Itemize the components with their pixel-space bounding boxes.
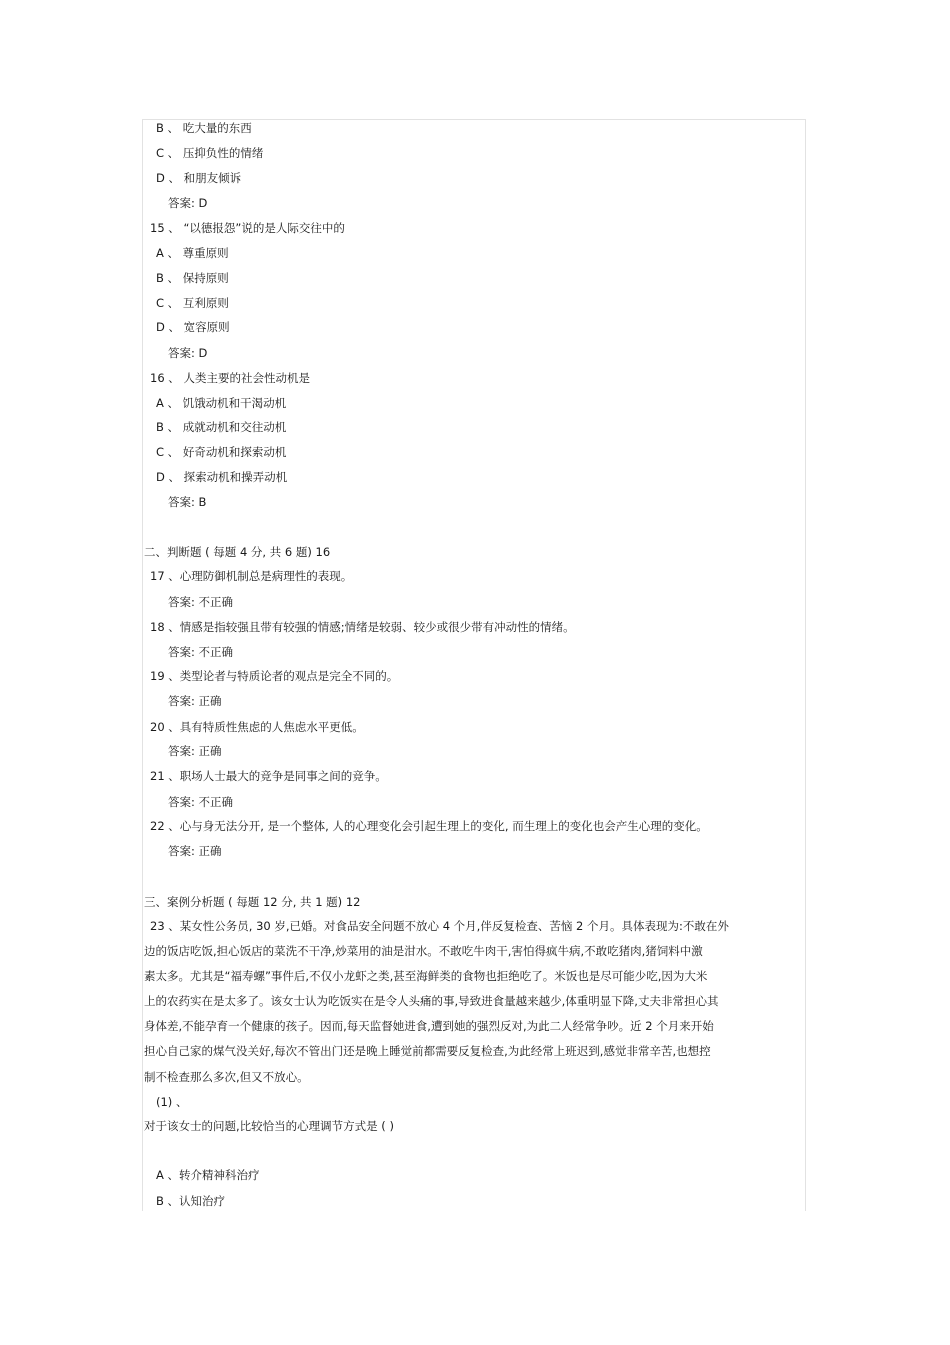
q15-option-b: B 、 保持原则 bbox=[156, 271, 229, 285]
q15-stem: 15 、 “以德报怨”说的是人际交往中的 bbox=[150, 221, 345, 235]
case-line: 上的农药实在是太多了。该女士认为吃饭实在是令人头痛的事,导致进食量越来越少,体重明显下降,丈夫非常担心其 bbox=[144, 994, 719, 1008]
q17-stem: 17 、心理防御机制总是病理性的表现。 bbox=[150, 569, 353, 583]
q16-option-d: D 、 探索动机和操弄动机 bbox=[156, 470, 288, 484]
q15-option-a: A 、 尊重原则 bbox=[156, 246, 229, 260]
case-line: 23 、某女性公务员, 30 岁,已婚。对食品安全问题不放心 4 个月,伴反复检查、苦恼 2 个月。具体表现为:不敢在外 bbox=[150, 919, 729, 933]
q21-answer: 答案: 不正确 bbox=[168, 795, 234, 809]
case-option-b: B 、认知治疗 bbox=[156, 1194, 226, 1208]
case-line: 担心自己家的煤气没关好,每次不管出门还是晚上睡觉前都需要反复检查,为此经常上班迟到,感觉非常辛苦,也想控 bbox=[144, 1044, 711, 1058]
q20-stem: 20 、具有特质性焦虑的人焦虑水平更低。 bbox=[150, 720, 364, 734]
q18-answer: 答案: 不正确 bbox=[168, 645, 234, 659]
q19-stem: 19 、类型论者与特质论者的观点是完全不同的。 bbox=[150, 669, 399, 683]
q15-option-d: D 、 宽容原则 bbox=[156, 320, 230, 334]
case-line: 制不检查那么多次,但又不放心。 bbox=[144, 1070, 309, 1084]
section2-title: 二、判断题 ( 每题 4 分, 共 6 题) 16 bbox=[144, 545, 331, 559]
q21-stem: 21 、职场人士最大的竞争是同事之间的竞争。 bbox=[150, 769, 387, 783]
q15-answer: 答案: D bbox=[168, 346, 208, 360]
q14-option-d: D 、 和朋友倾诉 bbox=[156, 171, 242, 185]
q20-answer: 答案: 正确 bbox=[168, 744, 222, 758]
sub-question-stem: 对于该女士的问题,比较恰当的心理调节方式是 ( ) bbox=[144, 1119, 394, 1133]
case-option-a: A 、转介精神科治疗 bbox=[156, 1168, 260, 1182]
q17-answer: 答案: 不正确 bbox=[168, 595, 234, 609]
case-line: 素太多。尤其是“福寿螺”事件后,不仅小龙虾之类,甚至海鲜类的食物也拒绝吃了。米饭也是尽可能少吃,因为大米 bbox=[144, 969, 708, 983]
q15-option-c: C 、 互利原则 bbox=[156, 296, 229, 310]
q19-answer: 答案: 正确 bbox=[168, 694, 222, 708]
q14-answer: 答案: D bbox=[168, 196, 208, 210]
section3-title: 三、案例分析题 ( 每题 12 分, 共 1 题) 12 bbox=[144, 895, 361, 909]
q16-option-c: C 、 好奇动机和探索动机 bbox=[156, 445, 287, 459]
q22-stem: 22 、心与身无法分开, 是一个整体, 人的心理变化会引起生理上的变化, 而生理上的变化也会产生心理的变化。 bbox=[150, 819, 708, 833]
case-line: 边的饭店吃饭,担心饭店的菜洗不干净,炒菜用的油是泔水。不敢吃牛肉干,害怕得疯牛病,不敢吃猪肉,猪饲料中激 bbox=[144, 944, 703, 958]
q18-stem: 18 、情感是指较强且带有较强的情感;情绪是较弱、较少或很少带有冲动性的情绪。 bbox=[150, 620, 575, 634]
q22-answer: 答案: 正确 bbox=[168, 844, 222, 858]
q16-stem: 16 、 人类主要的社会性动机是 bbox=[150, 371, 310, 385]
q14-option-b: B 、 吃大量的东西 bbox=[156, 121, 252, 135]
q14-option-c: C 、 压抑负性的情绪 bbox=[156, 146, 264, 160]
sub-question-number: (1) 、 bbox=[156, 1095, 188, 1109]
q16-option-b: B 、 成就动机和交往动机 bbox=[156, 420, 287, 434]
q16-option-a: A 、 饥饿动机和干渴动机 bbox=[156, 396, 287, 410]
q16-answer: 答案: B bbox=[168, 495, 207, 509]
case-line: 身体差,不能孕育一个健康的孩子。因而,每天监督她进食,遭到她的强烈反对,为此二人经常争吵。近 2 个月来开始 bbox=[144, 1019, 714, 1033]
